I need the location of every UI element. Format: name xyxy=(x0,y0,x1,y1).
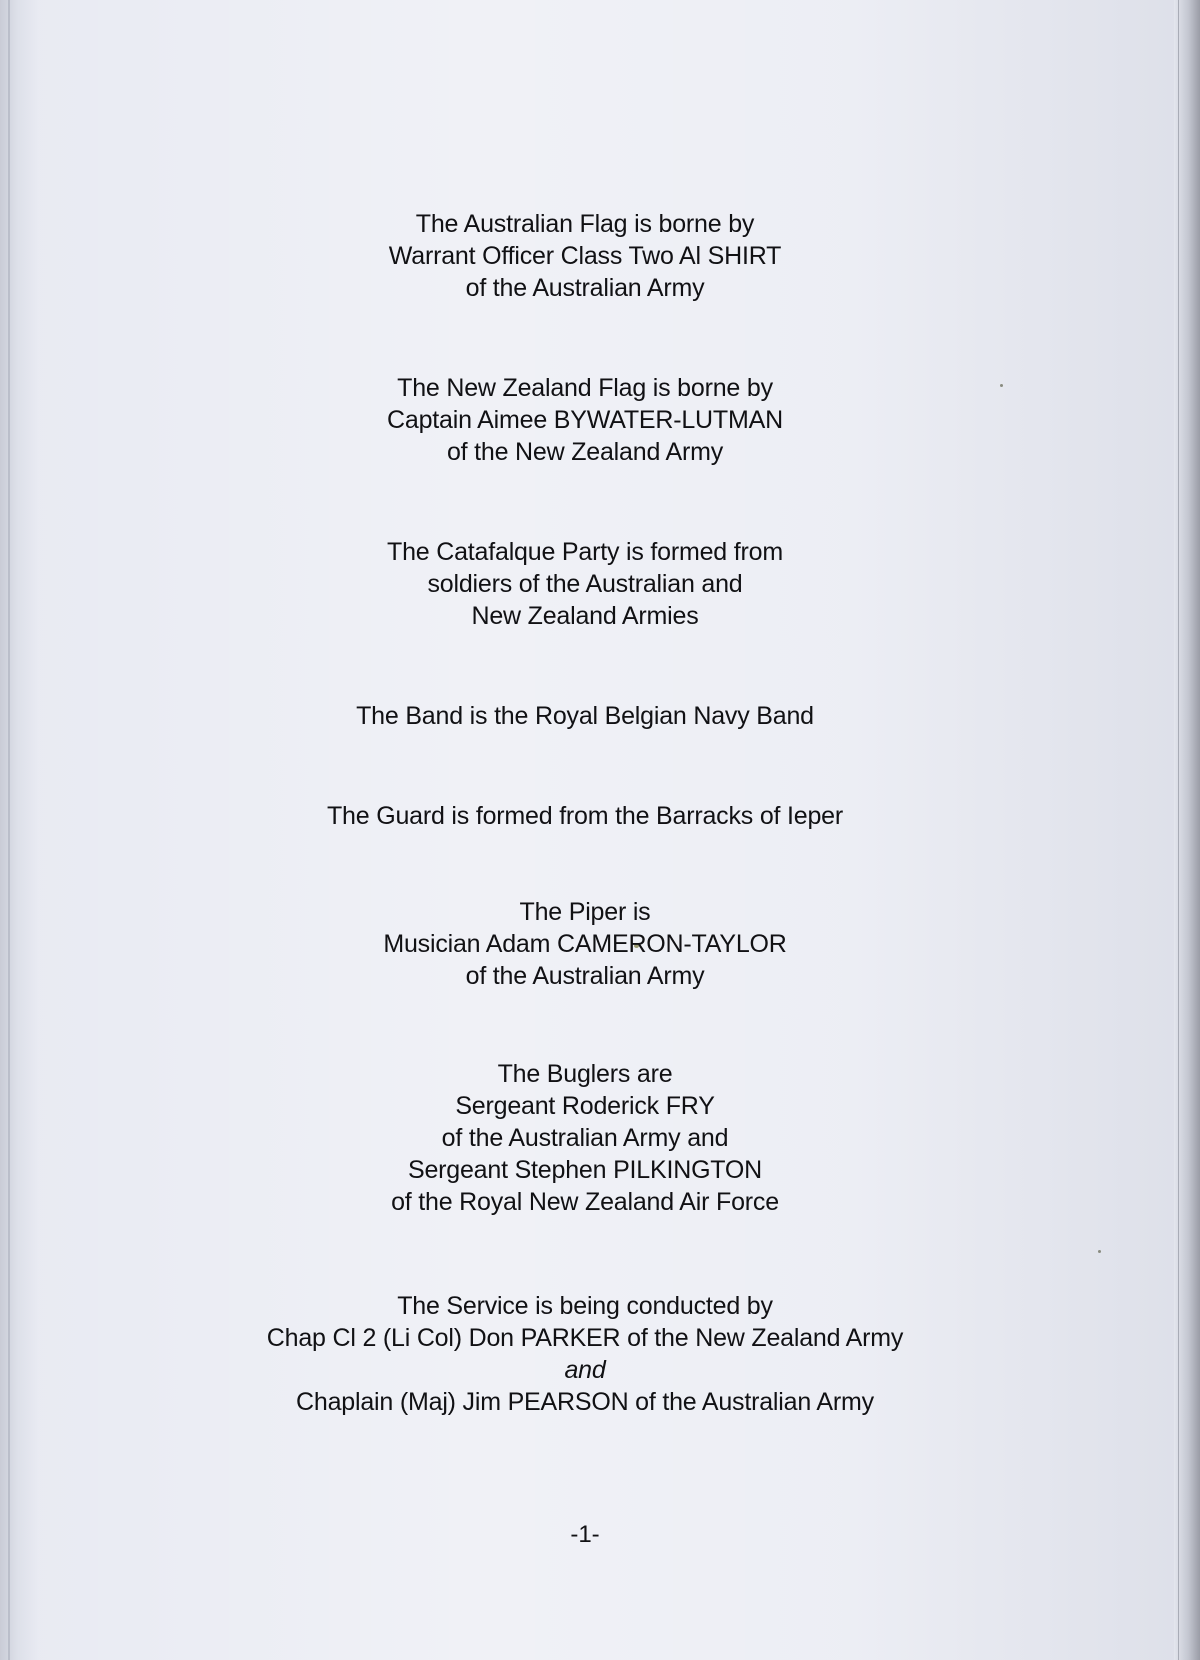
text-line: Sergeant Stephen PILKINGTON xyxy=(407,1156,763,1184)
text-line: Sergeant Roderick FRY xyxy=(455,1092,715,1120)
piper xyxy=(120,896,1050,992)
text-line: of the Australian Army xyxy=(465,274,705,302)
guard xyxy=(120,800,1050,832)
band xyxy=(120,700,1050,732)
text-line: Chaplain (Maj) Jim PEARSON of the Australian Army xyxy=(296,1388,874,1416)
australian-flag-bearer xyxy=(120,208,1050,304)
text-line: of the Australian Army xyxy=(465,962,705,990)
service-conductors xyxy=(120,1290,1050,1418)
text-line: Warrant Officer Class Two Al SHIRT xyxy=(388,242,782,270)
text-line: soldiers of the Australian and xyxy=(427,570,743,598)
text-line: The New Zealand Flag is borne by xyxy=(397,374,773,402)
text-line: The Australian Flag is borne by xyxy=(415,210,755,238)
text-line: The Guard is formed from the Barracks of Ieper xyxy=(326,802,843,830)
buglers xyxy=(120,1058,1050,1218)
text-line: Musician Adam CAMERON-TAYLOR xyxy=(383,930,787,958)
text-line: and xyxy=(564,1356,606,1384)
new-zealand-flag-bearer xyxy=(120,372,1050,468)
text-line: of the New Zealand Army xyxy=(446,438,724,466)
text-line: The Buglers are xyxy=(497,1060,673,1088)
text-line: Captain Aimee BYWATER-LUTMAN xyxy=(387,406,783,434)
text-line: The Service is being conducted by xyxy=(397,1292,773,1320)
text-line: The Piper is xyxy=(519,898,651,926)
text-line: The Band is the Royal Belgian Navy Band xyxy=(356,702,814,730)
text-line: of the Australian Army and xyxy=(441,1124,729,1152)
text-line: The Catafalque Party is formed from xyxy=(387,538,783,566)
text-line: of the Royal New Zealand Air Force xyxy=(391,1188,779,1216)
catafalque-party xyxy=(120,536,1050,632)
text-line: Chap Cl 2 (Li Col) Don PARKER of the New Zealand Army xyxy=(266,1324,904,1352)
text-line: New Zealand Armies xyxy=(471,602,699,630)
page-number: -1- xyxy=(570,1521,600,1548)
